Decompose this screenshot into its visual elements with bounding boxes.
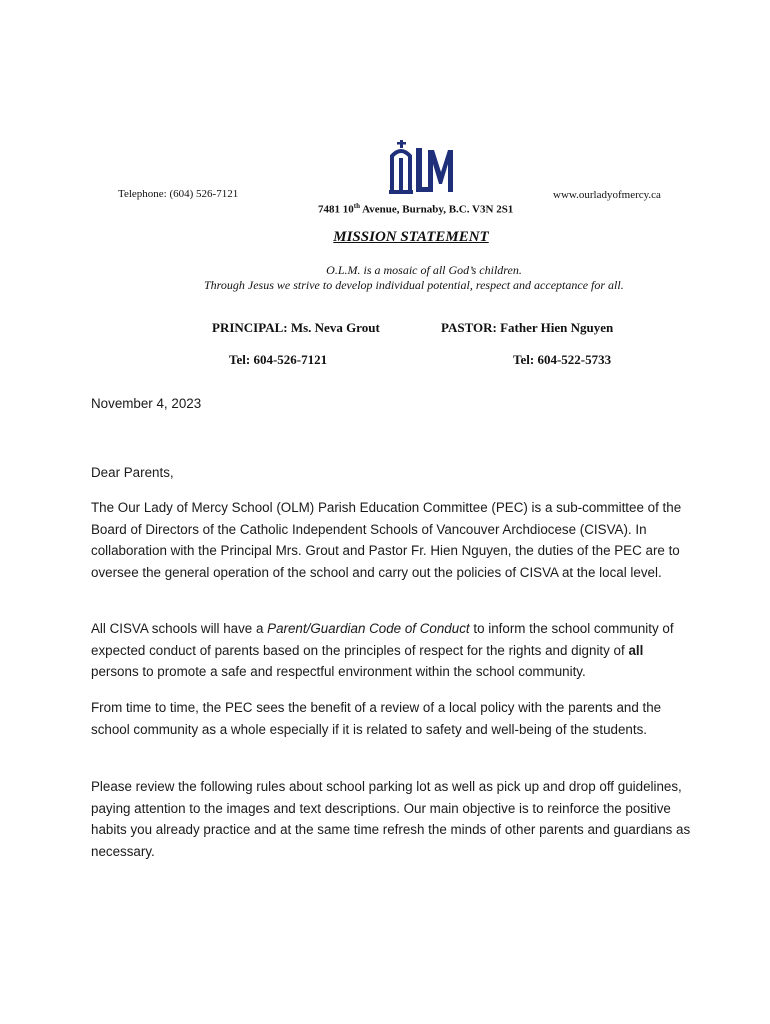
pastor-name: PASTOR: Father Hien Nguyen <box>441 320 614 335</box>
address-ordinal: th <box>353 202 360 210</box>
code-of-conduct-title: Parent/Guardian Code of Conduct <box>267 621 470 636</box>
letter-date: November 4, 2023 <box>91 396 202 411</box>
school-logo <box>386 138 454 196</box>
para2-text-a: All CISVA schools will have a <box>91 621 268 636</box>
principal-name: PRINCIPAL: Ms. Neva Grout <box>212 320 380 335</box>
paragraph-code-of-conduct <box>91 618 691 683</box>
emphasis-all: all <box>628 642 644 658</box>
paragraph-parking-rules: Please review the following rules about school parking lot as well as pick up and drop off guidelines, paying attention to the images and text descriptions. Our main objective is to reinforce the positive habits you already practice and at the same time refresh the minds of other parents and guardians as necessary. <box>91 779 691 859</box>
mission-statement-line-2: Through Jesus we strive to develop individual potential, respect and acceptance for all. <box>204 278 624 292</box>
logo-text: OLM <box>386 138 389 139</box>
mission-statement-line-1: O.L.M. is a mosaic of all God’s children. <box>326 263 522 277</box>
letterhead-address <box>318 202 513 216</box>
paragraph-policy-review: From time to time, the PEC sees the benefit of a review of a local policy with the parents and the school community as a whole especially if it is related to safety and well-being of the students. <box>91 700 662 737</box>
letterhead-website[interactable]: www.ourladyofmercy.ca <box>553 189 661 201</box>
address-rest: Avenue, Burnaby, B.C. V3N 2S1 <box>359 203 514 216</box>
letter-greeting: Dear Parents, <box>91 465 174 480</box>
principal-telephone: Tel: 604-526-7121 <box>229 352 328 367</box>
letterhead-telephone: Telephone: (604) 526-7121 <box>118 188 239 200</box>
pastor-telephone: Tel: 604-522-5733 <box>513 352 612 367</box>
para2-text-b: to inform the school community of expected conduct of parents based on the principles of respect for the rights and dignity of <box>91 621 674 658</box>
address-prefix: 7481 10 <box>318 203 354 216</box>
paragraph-pec-overview: The Our Lady of Mercy School (OLM) Parish Education Committee (PEC) is a sub-committee of the Board of Directors of the Catholic Independent Schools of Vancouver Archdiocese (CISVA). In collaboration with the Principal Mrs. Grout and Pastor Fr. Hien Nguyen, the duties of the PEC are to oversee the general operation of the school and carry out the policies of CISVA at the local level. <box>91 500 682 580</box>
para2-text-c: persons to promote a safe and respectful environment within the school community. <box>91 664 586 679</box>
mission-statement-title: MISSION STATEMENT <box>333 229 489 245</box>
